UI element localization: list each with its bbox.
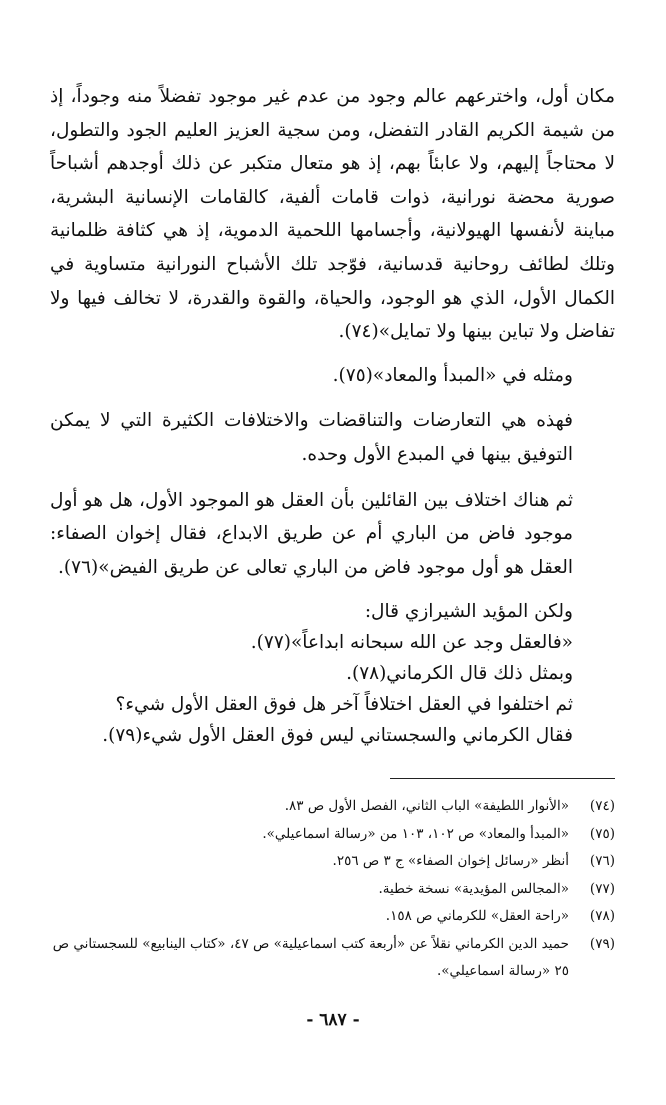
footnote-item bbox=[50, 931, 615, 986]
footnote-divider bbox=[390, 778, 615, 779]
paragraph-2: ومثله في «المبدأ والمعاد»(٧٥). bbox=[332, 364, 573, 386]
footnote-text: «المجالس المؤيدية» نسخة خطية. bbox=[378, 880, 569, 897]
line-8: ثم اختلفوا في العقل اختلافاً آخر هل فوق العقل الأول شيء؟ bbox=[115, 694, 573, 716]
paragraph-3: فهذه هي التعارضات والتناقضات والاختلافات الكثيرة التي لا يمكن التوفيق بينها في المبدع الأول وحده. bbox=[50, 410, 573, 465]
footnote-text: حميد الدين الكرماني نقلاً عن «أربعة كتب اسماعيلية» ص ٤٧، «كتاب الينابيع» للسجستاني ص ٢٥ «رسالة اسماعيلي». bbox=[52, 935, 569, 979]
footnote-number: (٧٤) bbox=[589, 798, 615, 814]
footnote-number: (٧٥) bbox=[589, 825, 615, 842]
footnote-number: (٧٦) bbox=[589, 853, 615, 869]
footnote-item bbox=[50, 876, 615, 904]
quote-block bbox=[50, 596, 615, 751]
footnote-item bbox=[50, 848, 615, 876]
footnote-item bbox=[50, 903, 615, 931]
line-6: «فالعقل وجد عن الله سبحانه ابداعاً»(٧٧). bbox=[250, 632, 573, 654]
body-text bbox=[50, 80, 615, 751]
footnotes bbox=[50, 793, 615, 986]
line-5: ولكن المؤيد الشيرازي قال: bbox=[364, 601, 573, 623]
footnote-number: (٧٩) bbox=[589, 935, 615, 952]
footnote-text: أنظر «رسائل إخوان الصفاء» ج ٣ ص ٢٥٦. bbox=[332, 853, 569, 869]
line-7: وبمثل ذلك قال الكرماني(٧٨). bbox=[346, 663, 573, 685]
footnote-number: (٧٨) bbox=[589, 908, 615, 924]
footnote-text: «راحة العقل» للكرماني ص ١٥٨. bbox=[385, 908, 569, 924]
footnote-item bbox=[50, 793, 615, 821]
line-9: فقال الكرماني والسجستاني ليس فوق العقل الأول شيء(٧٩). bbox=[102, 725, 573, 747]
paragraph-4: ثم هناك اختلاف بين القائلين بأن العقل هو الموجود الأول، هل هو أول موجود فاض من الباري أم عن طريق الابداع، فقال إخوان الصفاء: العقل هو أول موجود فاض من الباري تعالى عن طريق الفيض»(٧٦). bbox=[50, 489, 574, 578]
footnote-number: (٧٧) bbox=[589, 880, 615, 897]
paragraph-1: مكان أول، واخترعهم عالم وجود من عدم غير موجود تفضلاً منه وجوداً، إذ من شيمة الكريم القادر التفضل، ومن سجية العزيز العليم الجود والتطول، لا محتاجاً إليهم، ولا عابئاً بهم، إذ هو متعال متكبر عن ذلك أوجدهم أشباحاً صورية محضة نورانية، ذوات قامات ألفية، كالقامات الإنسانية البشرية، مباينة لأنفسها الهيولانية، وأجسامها اللحمية الدموية، إذ هي كثافة ظلمانية وتلك لطائف روحانية قدسانية، فوّجد تلك الأشباح النورانية متساوية في الكمال الأول، الذي هو الوجود، والحياة، والقوة والقدرة، لا تخالف فيها ولا تفاضل ولا تباين بينها ولا تمايل»(٧٤). bbox=[50, 86, 615, 343]
footnote-text: «المبدأ والمعاد» ص ١٠٢، ١٠٣ من «رسالة اسماعيلي». bbox=[262, 825, 569, 842]
footnote-text: «الأنوار اللطيفة» الباب الثاني، الفصل الأول ص ٨٣. bbox=[284, 798, 569, 814]
page-number: - ٦٨٧ - bbox=[306, 1010, 360, 1030]
footnote-item bbox=[50, 821, 615, 849]
